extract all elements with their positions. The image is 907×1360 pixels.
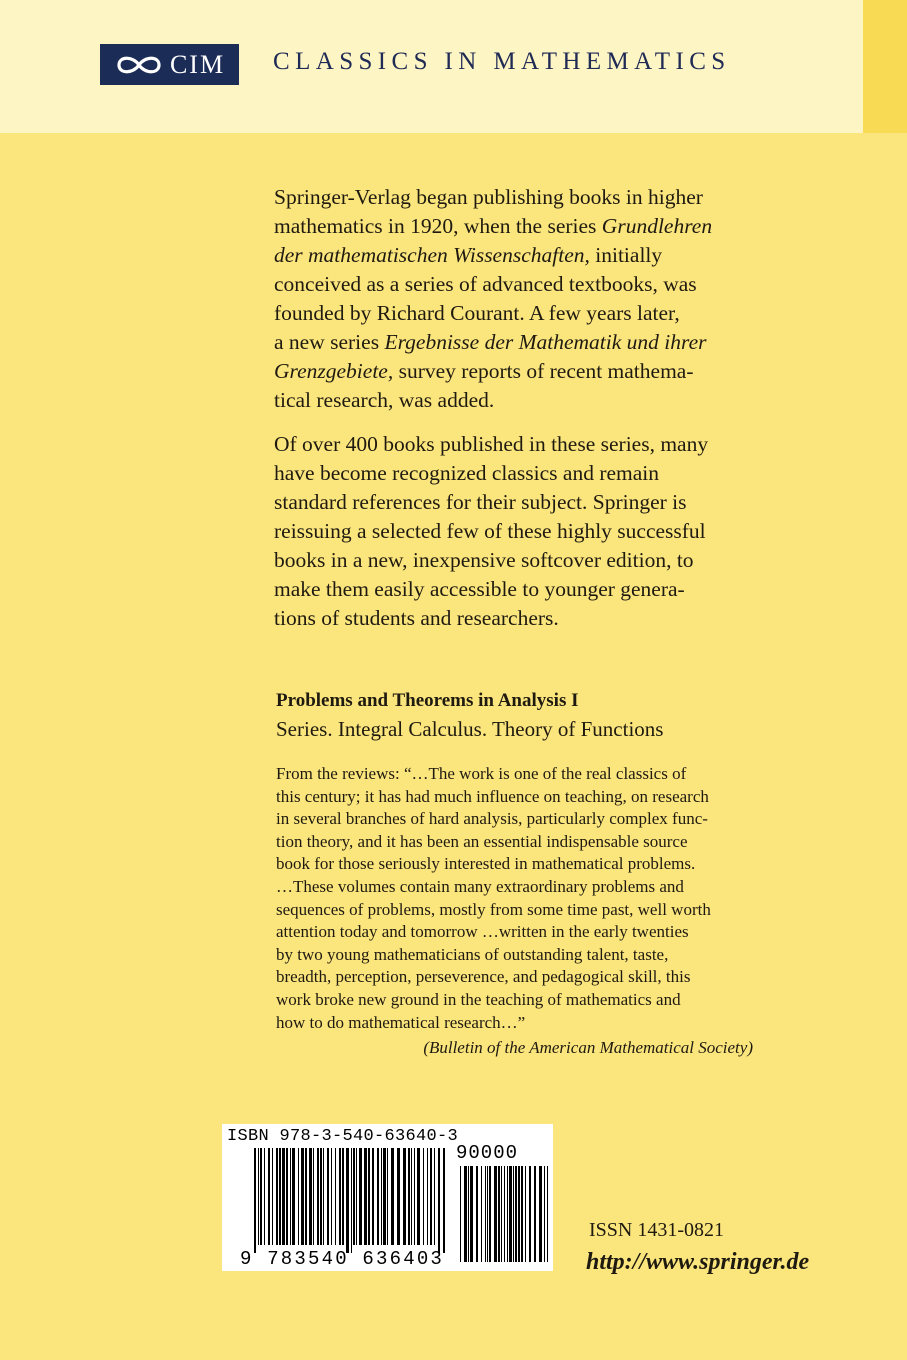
review-quote	[276, 763, 766, 1034]
review-line: by two young mathematicians of outstanding talent, taste,	[276, 944, 669, 964]
addon-digits: 90000	[456, 1142, 519, 1164]
intro-line: tions of students and researchers.	[274, 606, 559, 630]
intro-line: Springer-Verlag began publishing books in higher	[274, 185, 703, 209]
ean-digits: 9 783540 636403	[240, 1248, 445, 1270]
series-title: CLASSICS IN MATHEMATICS	[273, 48, 731, 75]
review-line: work broke new ground in the teaching of mathematics and	[276, 989, 681, 1009]
review-line: breadth, perception, perseverence, and pedagogical skill, this	[276, 967, 691, 987]
cim-label: CIM	[169, 49, 226, 79]
issn: ISSN 1431-0821	[589, 1219, 725, 1241]
review-source: (Bulletin of the American Mathematical Society)	[423, 1038, 753, 1057]
intro-line: conceived as a series of advanced textbooks, was	[274, 272, 697, 296]
intro-line: der mathematischen Wissenschaften, initially	[274, 243, 663, 267]
intro-line: make them easily accessible to younger genera-	[274, 577, 685, 601]
review-line: …These volumes contain many extraordinary problems and	[276, 876, 684, 896]
cim-badge	[100, 44, 239, 85]
book-title: Problems and Theorems in Analysis I	[276, 690, 579, 711]
review-line: tion theory, and it has been an essential indispensable source	[276, 831, 688, 851]
intro-paragraph-2	[274, 430, 774, 633]
intro-line: mathematics in 1920, when the series Grundlehren	[274, 214, 713, 238]
intro-line: a new series Ergebnisse der Mathematik und ihrer	[274, 330, 707, 354]
review-line: in several branches of hard analysis, particularly complex func-	[276, 809, 708, 829]
intro-line: Of over 400 books published in these series, many	[274, 432, 709, 456]
isbn-label: ISBN 978-3-540-63640-3	[227, 1127, 459, 1146]
review-line: attention today and tomorrow …written in the early twenties	[276, 922, 689, 942]
review-line: sequences of problems, mostly from some time past, well worth	[276, 899, 711, 919]
intro-line: books in a new, inexpensive softcover edition, to	[274, 548, 694, 572]
intro-line: Grenzgebiete, survey reports of recent mathema-	[274, 359, 694, 383]
review-line: From the reviews: “…The work is one of the real classics of	[276, 764, 687, 783]
intro-text	[274, 183, 774, 633]
intro-paragraph-1	[274, 183, 774, 415]
barcode	[222, 1124, 553, 1271]
book-subtitle: Series. Integral Calculus. Theory of Functions	[276, 717, 664, 741]
intro-line: tical research, was added.	[274, 388, 495, 412]
intro-line: founded by Richard Courant. A few years later,	[274, 301, 680, 325]
intro-line: standard references for their subject. Springer is	[274, 490, 687, 514]
spine-strip	[863, 0, 907, 133]
review-line: this century; it has had much influence on teaching, on research	[276, 786, 709, 806]
publisher-url[interactable]: http://www.springer.de	[586, 1249, 810, 1275]
review-line: how to do mathematical research…”	[276, 1012, 526, 1032]
intro-line: have become recognized classics and remain	[274, 461, 660, 485]
review-line: book for those seriously interested in mathematical problems.	[276, 854, 696, 874]
intro-line: reissuing a selected few of these highly successful	[274, 519, 706, 543]
infinity-icon	[114, 53, 164, 77]
